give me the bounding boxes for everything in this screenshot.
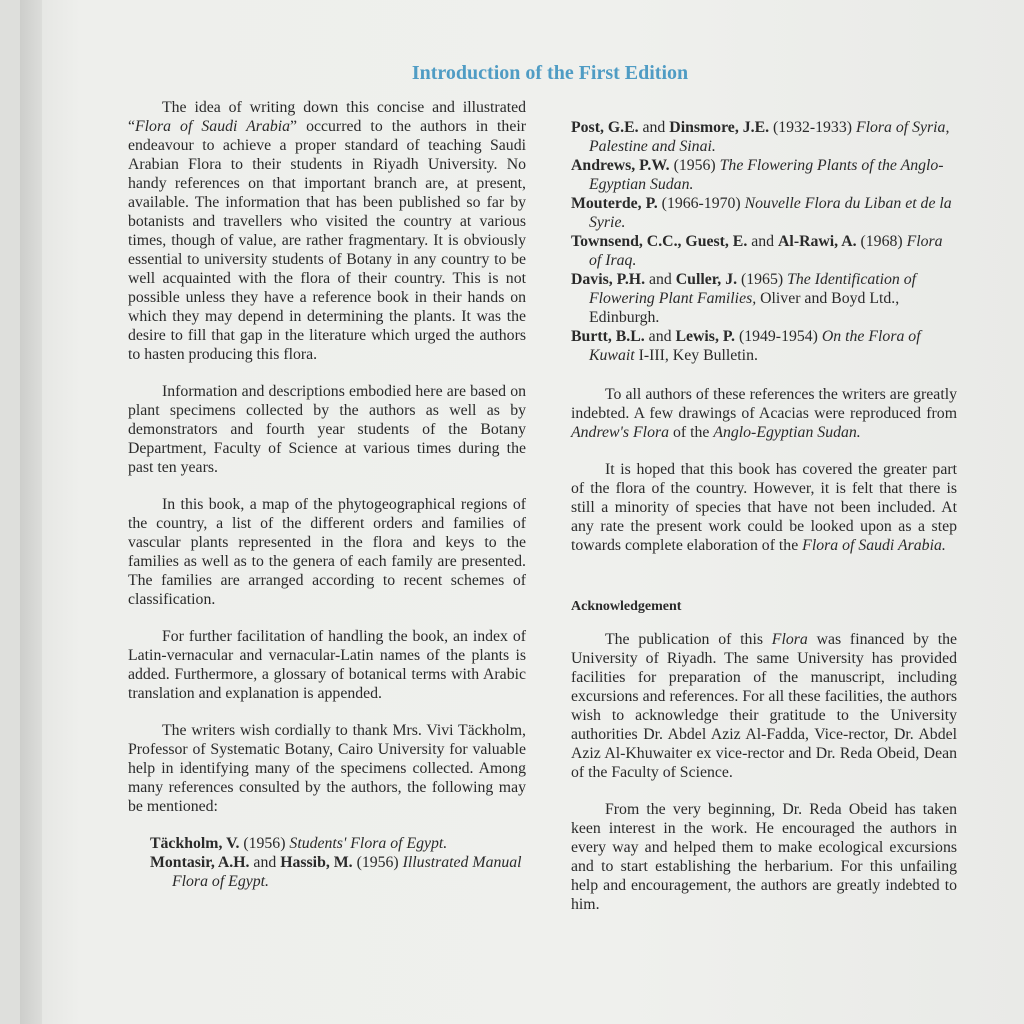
acknowledgement-heading: Acknowledgement <box>571 599 682 614</box>
reference-item: Täckholm, V. (1956) Students' Flora of Egypt. <box>150 835 448 852</box>
reference-list-left <box>150 834 526 891</box>
intro-paragraph-1: The idea of writing down this concise and illustrated “Flora of Saudi Arabia” occurred to the authors in their endeavour to achieve a proper standard of teaching Saudi Arabian Flora to their students in Riyadh University. No handy references on that important branch are, at present, available. The information that has been published so far by botanists and travellers who visited the country at various times, though of value, are rather fragmentary. It is obviously essential to university students of Botany in any country to be well acquainted with the flora of their country. This is not possible unless they have a reference book in their hands on which they may depend in determining the plants. It was the desire to fill that gap in the literature which urged the authors to hasten producing this flora. <box>128 99 526 363</box>
acknowledgement-paragraph-1: The publication of this Flora was financed by the University of Riyadh. The same University has provided facilities for preparation of the manuscript, including excursions and references. For all these facilities, the authors wish to acknowledge their gratitude to the University authorities Dr. Abdel Aziz Al-Fadda, Vice-rector, Dr. Abdel Aziz Al-Khuwaiter ex vice-rector and Dr. Reda Obeid, Dean of the Faculty of Science. <box>571 631 957 781</box>
reference-item: Burtt, B.L. and Lewis, P. (1949-1954) On the Flora of Kuwait I-III, Key Bulletin. <box>571 328 921 364</box>
intro-paragraph-2: Information and descriptions embodied here are based on plant specimens collected by the authors as well as by demonstrators and fourth year students of the Botany Department, Faculty of Science at various times during the past ten years. <box>128 383 526 476</box>
intro-paragraph-3: In this book, a map of the phytogeographical regions of the country, a list of the different orders and families of vascular plants represented in the flora and keys to the families as well as to the genera of each family are presented. The families are arranged according to recent schemes of classification. <box>128 496 526 608</box>
page-title: Introduction of the First Edition <box>411 62 689 84</box>
book-title-italic: Flora of Saudi Arabia <box>135 118 291 135</box>
reference-item: Townsend, C.C., Guest, E. and Al-Rawi, A. (1968) Flora of Iraq. <box>571 233 943 269</box>
book-spine <box>20 0 42 1024</box>
right-column <box>571 118 957 932</box>
coverage-paragraph: It is hoped that this book has covered the greater part of the flora of the country. However, it is felt that there is still a minority of species that have not been included. At any rate the present work could be looked upon as a step towards complete elaboration of the Flora of Saudi Arabia. <box>571 461 957 554</box>
intro-paragraph-5: The writers wish cordially to thank Mrs. Vivi Täckholm, Professor of Systematic Botany, Cairo University for valuable help in identifying many of the specimens collected. Among many references consulted by the authors, the following may be mentioned: <box>128 722 526 815</box>
reference-item: Davis, P.H. and Culler, J. (1965) The Identification of Flowering Plant Families, Oliver and Boyd Ltd., Edinburgh. <box>571 271 917 326</box>
reference-list-right <box>571 118 957 365</box>
reference-item: Andrews, P.W. (1956) The Flowering Plants of the Anglo-Egyptian Sudan. <box>571 157 944 193</box>
intro-paragraph-4: For further facilitation of handling the book, an index of Latin-vernacular and vernacular-Latin names of the plants is added. Furthermore, a glossary of botanical terms with Arabic translation and explanation is appended. <box>128 628 526 702</box>
acknowledgement-paragraph-2: From the very beginning, Dr. Reda Obeid has taken keen interest in the work. He encouraged the authors in every way and helped them to make ecological excursions and to start establishing the herbarium. For this unfailing help and encouragement, the authors are greatly indebted to him. <box>571 801 957 913</box>
reference-item: Mouterde, P. (1966-1970) Nouvelle Flora du Liban et de la Syrie. <box>571 195 952 231</box>
references-thanks-paragraph: To all authors of these references the writers are greatly indebted. A few drawings of Acacias were reproduced from Andrew's Flora of the Anglo-Egyptian Sudan. <box>571 386 957 441</box>
reference-item: Montasir, A.H. and Hassib, M. (1956) Illustrated Manual Flora of Egypt. <box>150 854 522 890</box>
left-column <box>128 98 526 911</box>
reference-item: Post, G.E. and Dinsmore, J.E. (1932-1933) Flora of Syria, Palestine and Sinai. <box>571 119 950 155</box>
